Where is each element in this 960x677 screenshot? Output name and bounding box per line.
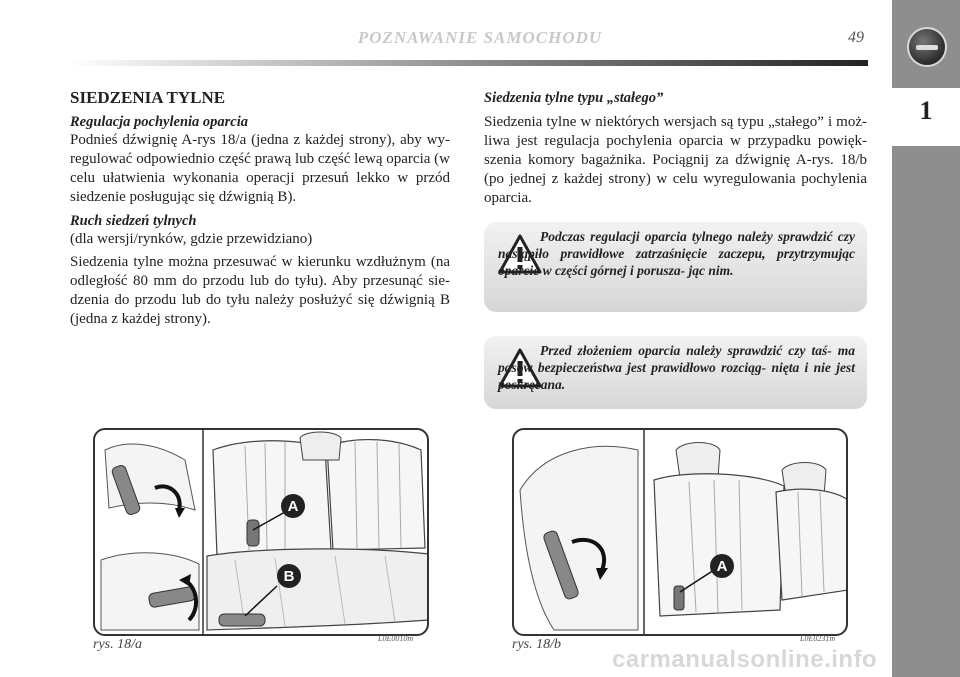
subheading-fixed-seats: Siedzenia tylne typu „stałego” — [484, 90, 664, 106]
left-column — [70, 88, 450, 335]
figure-caption: rys. 18/b — [512, 637, 561, 652]
rear-seat-illustration — [95, 430, 429, 636]
subheading-seat-movement: Ruch siedzeń tylnych — [70, 213, 197, 229]
header-rule — [70, 60, 868, 66]
warning-box — [484, 222, 867, 312]
warning-text: Podczas regulacji oparcia tylnego należy sprawdzić czy nastąpiło prawidłowe zatrzaśnięcie zaczepu, przytrzymując oparcie w części górnej i porusza- jąc nim. — [498, 229, 855, 278]
figure-label-a: A — [716, 558, 728, 575]
page-number: 49 — [848, 29, 864, 46]
fixed-rear-seat-illustration — [514, 430, 848, 636]
figure-18a — [93, 428, 429, 636]
header-title: POZNAWANIE SAMOCHODU — [357, 28, 603, 47]
paragraph-fixed-seats: Siedzenia tylne w niektórych wersjach są typu „stałego” i moż- liwa jest regulacja pochylenia oparcia w przypadku powięk- szenia komory bagażnika. Pociągnij za dźwignię A-rys. 18/b (po jednej z każdej strony) w celu wyregulowania pochylenia oparcia. — [484, 114, 867, 206]
right-column — [484, 90, 867, 214]
figure-code: L0E0010m — [378, 634, 414, 643]
figure-label-a: A — [287, 498, 299, 515]
figure-caption: rys. 18/a — [93, 637, 142, 652]
warning-text: Przed złożeniem oparcia należy sprawdzić czy taś- ma pasów bezpieczeństwa jest prawidłowo rozciąg- nięta i nie jest poskręcana. — [498, 343, 855, 392]
subheading-backrest: Regulacja pochylenia oparcia — [70, 114, 249, 130]
paragraph-backrest: Podnieś dźwignię A-rys 18/a (jedna z każdej strony), aby wy- regulować odpowiednio część prawą lub część lewą oparcia (w celu ułatwienia wykonania operacji przesuń lekko w przód siedzenie posługując się dźwignią B). — [70, 132, 450, 205]
watermark: carmanualsonline.info — [612, 646, 878, 673]
lancia-logo-icon — [907, 27, 947, 67]
section-title: SIEDZENIA TYLNE — [70, 88, 226, 107]
figure-code: L0E0231m — [800, 634, 836, 643]
warning-box — [484, 336, 867, 409]
figure-label-b: B — [283, 568, 295, 585]
market-note: (dla wersji/rynków, gdzie przewidziano) — [70, 231, 313, 247]
paragraph-seat-movement: Siedzenia tylne można przesuwać w kierunku wzdłużnym (na odległość 80 mm do przodu lub do tyłu). Aby przesunąć sie- dzenia do przodu lub do tyłu należy posłużyć się dźwignią B (jedna z każdej strony). — [70, 254, 450, 327]
chapter-tab-number: 1 — [919, 96, 933, 125]
figure-18b — [512, 428, 848, 636]
